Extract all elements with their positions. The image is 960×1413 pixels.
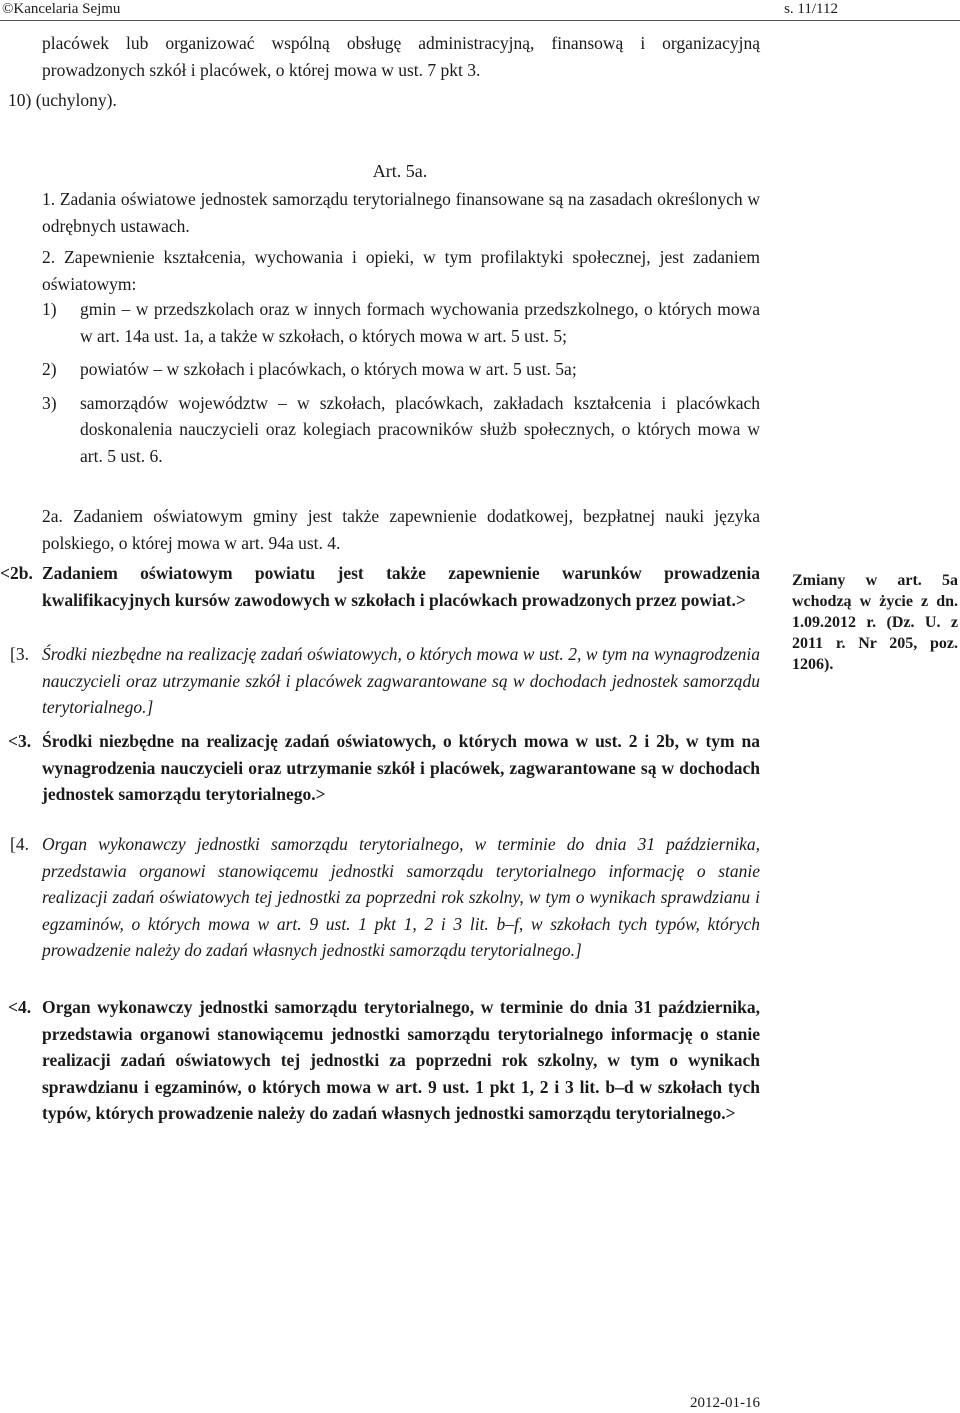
section-2-text: 2. Zapewnienie kształcenia, wychowania i opieki, w tym profilaktyki społecznej, jest zadaniem oświatowym:: [42, 247, 760, 294]
section-1: [8, 186, 760, 239]
section-2: [8, 244, 760, 297]
amendment-marker: <2b.: [0, 563, 33, 583]
section-3-amended: [8, 728, 760, 808]
list-item: [42, 390, 760, 470]
list-item-number: 2): [42, 359, 57, 379]
list-item: [42, 356, 760, 383]
amendment-marker: [3.: [10, 644, 29, 664]
section-3-old-text: Środki niezbędne na realizację zadań oświatowych, o których mowa w ust. 2, w tym na wynagrodzenia nauczycieli oraz utrzymanie szkół i placówek zagwarantowane są w dochodach jednostek samorządu terytorialnego.]: [42, 644, 760, 717]
section-2b-text: Zadaniem oświatowym powiatu jest także zapewnienie warunków prowadzenia kwalifikacyjnych kursów zawodowych w szkołach i placówkach prowadzonych przez powiat.>: [42, 563, 760, 610]
margin-note: Zmiany w art. 5a wchodzą w życie z dn. 1.09.2012 r. (Dz. U. z 2011 r. Nr 205, poz. 1206).: [792, 572, 958, 673]
amendment-marker: <3.: [8, 731, 32, 751]
header-page-number: s. 11/112: [784, 1, 838, 17]
section-2-list: [42, 296, 760, 469]
list-item: [42, 296, 760, 349]
section-4-old-text: Organ wykonawczy jednostki samorządu terytorialnego, w terminie do dnia 31 października, przedstawia organowi stanowiącemu jednostki samorządu terytorialnego informację o stanie realizacji zadań oświatowych tej jednostki za poprzedni rok szkolny, w tym o wynikach sprawdzianu i egzaminów, o których mowa w art. 9 ust. 1 pkt 1, 2 i 3 lit. b–f, w szkołach tych typów, których prowadzenie należy do zadań własnych jednostki samorządu terytorialnego.]: [42, 834, 760, 960]
section-4-amended: [8, 994, 760, 1127]
amendment-marker: [4.: [10, 834, 29, 854]
section-2b-amended: [0, 560, 760, 613]
header-publisher: ©Kancelaria Sejmu: [2, 1, 121, 17]
list-item-number: 3): [42, 392, 57, 413]
section-4-new-text: Organ wykonawczy jednostki samorządu terytorialnego, w terminie do dnia 31 października, przedstawia organowi stanowiącemu jednostki samorządu terytorialnego informację o stanie realizacji zadań oświatowych tej jednostki za poprzedni rok szkolny, w tym o wynikach sprawdzianu i egzaminów, o których mowa w art. 9 ust. 1 pkt 1, 2 i 3 lit. b–d w szkołach tych typów, których prowadzenie należy do zadań własnych jednostki samorządu terytorialnego.>: [42, 997, 760, 1123]
list-item-text: powiatów – w szkołach i placówkach, o których mowa w art. 5 ust. 5a;: [80, 359, 577, 379]
section-3-repealed: [10, 641, 760, 721]
page-header: [0, 0, 960, 21]
amendment-marker: <4.: [8, 997, 32, 1017]
section-3-new-text: Środki niezbędne na realizację zadań oświatowych, o których mowa w ust. 2 i 2b, w tym na wynagrodzenia nauczycieli oraz utrzymanie szkół i placówek, zagwarantowane są w dochodach jednostek samorządu terytorialnego.>: [42, 731, 760, 804]
section-2a-text: 2a. Zadaniem oświatowym gminy jest także zapewnienie dodatkowej, bezpłatnej nauki języka polskiego, o której mowa w art. 94a ust. 4.: [42, 506, 760, 553]
continued-text: placówek lub organizować wspólną obsługę administracyjną, finansową i organizacyjną prowadzonych szkół i placówek, o której mowa w ust. 7 pkt 3.: [42, 33, 760, 80]
article-title: [0, 158, 960, 185]
list-item-number: 1): [42, 299, 57, 319]
list-item-text: samorządów województw – w szkołach, placówkach, zakładach kształcenia i placówkach doskonalenia nauczycieli oraz kolegiach pracowników służb społecznych, o których mowa w art. 5 ust. 6.: [80, 392, 760, 466]
footer-date: 2012-01-16: [690, 1395, 760, 1411]
section-4-repealed: [10, 831, 760, 964]
item-10: [8, 87, 768, 114]
section-2a: [8, 503, 760, 556]
list-item-text: gmin – w przedszkolach oraz w innych formach wychowania przedszkolnego, o których mowa w art. 14a ust. 1a, a także w szkołach, o których mowa w art. 5 ust. 5;: [80, 299, 760, 346]
item-10-text: 10) (uchylony).: [8, 90, 117, 110]
section-1-text: 1. Zadania oświatowe jednostek samorządu terytorialnego finansowane są na zasadach określonych w odrębnych ustawach.: [42, 189, 760, 236]
continued-paragraph: [42, 30, 760, 83]
article-title-text: Art. 5a.: [372, 161, 428, 181]
